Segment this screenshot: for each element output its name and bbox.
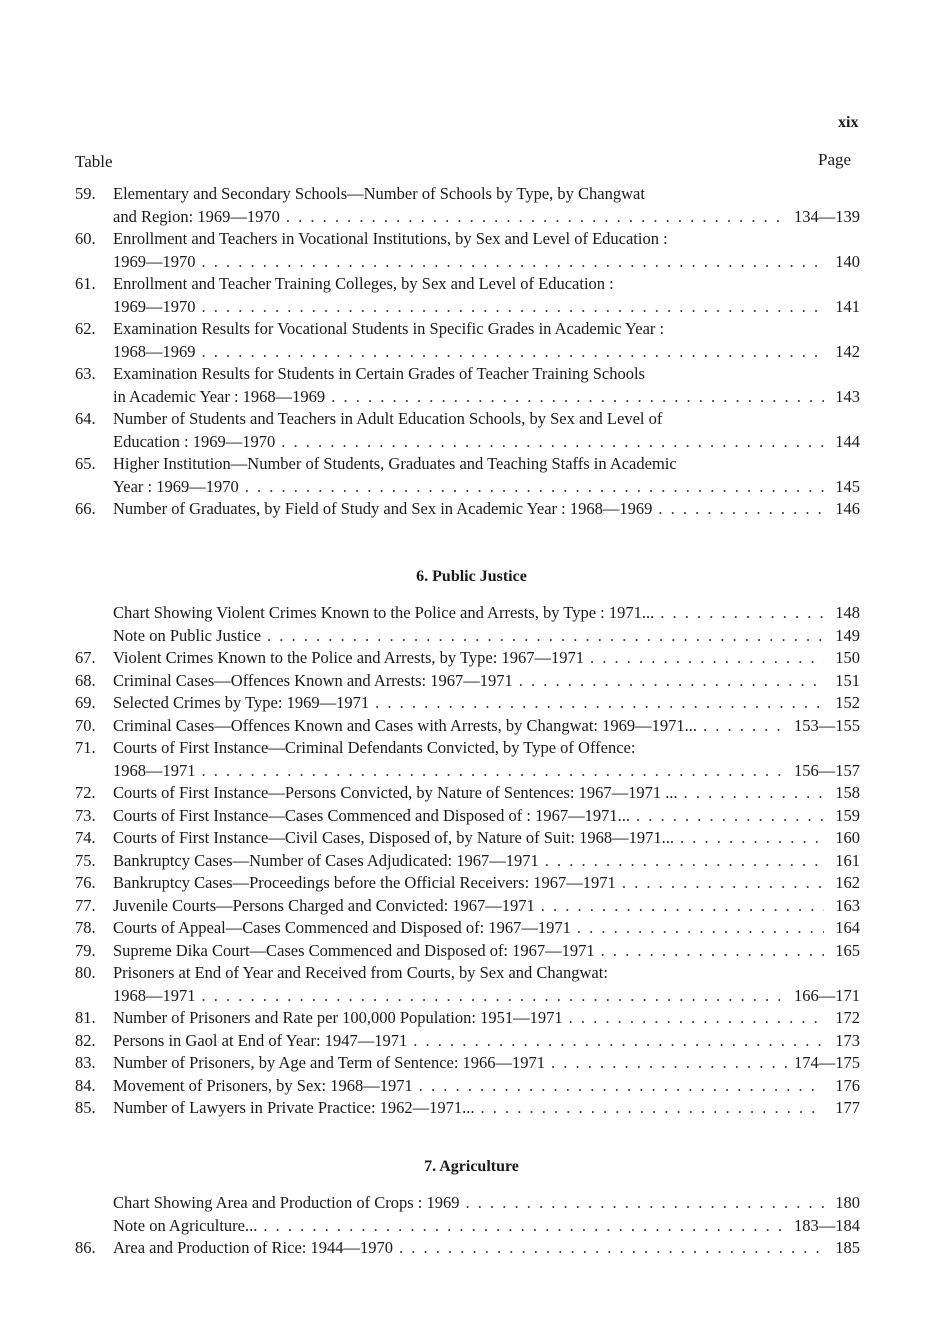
table-number: 73.	[75, 805, 96, 825]
page-reference: 145	[835, 476, 860, 496]
dot-leader	[590, 647, 824, 670]
toc-entry[interactable]	[75, 408, 860, 453]
page-reference: 164	[835, 918, 860, 937]
page-reference: 143	[835, 386, 860, 406]
toc-entry[interactable]	[75, 602, 860, 625]
dot-leader	[263, 1215, 788, 1238]
page-reference: 141	[835, 296, 860, 316]
dot-leader	[202, 251, 825, 274]
toc-entry[interactable]	[75, 737, 860, 782]
education-table-list	[75, 183, 860, 521]
section-title-public-justice: 6. Public Justice	[416, 568, 527, 585]
table-column-header: Table	[75, 152, 113, 171]
toc-entry[interactable]	[75, 962, 860, 1007]
entry-title: Selected Crimes by Type: 1969—1971	[113, 693, 370, 712]
entry-title: Persons in Gaol at End of Year: 1947—1971	[113, 1030, 408, 1050]
dot-leader	[601, 940, 824, 963]
toc-entry[interactable]	[75, 715, 860, 738]
page-reference: 158	[835, 783, 860, 802]
table-number: 83.	[75, 1053, 96, 1072]
dot-leader	[465, 1192, 824, 1215]
toc-entry[interactable]	[75, 228, 860, 273]
entry-title: Note on Public Justice	[113, 625, 262, 645]
entry-title: Courts of First Instance—Cases Commenced and Disposed of : 1967—1971...	[113, 805, 630, 825]
page-column-header: Page	[818, 150, 852, 169]
dot-leader	[202, 341, 825, 364]
entry-title: Bankruptcy Cases—Number of Cases Adjudicated: 1967—1971	[113, 850, 539, 870]
agriculture-table-list	[75, 1192, 860, 1260]
table-number: 71.	[75, 738, 96, 757]
page-reference: 159	[835, 805, 860, 825]
toc-entry[interactable]	[75, 1075, 860, 1098]
toc-entry[interactable]	[75, 647, 860, 670]
dot-leader	[419, 1075, 824, 1098]
page-reference: 151	[835, 670, 860, 690]
entry-title-line: Elementary and Secondary Schools—Number of Schools by Type, by Changwat	[113, 184, 645, 203]
page-reference: 146	[835, 499, 860, 518]
entry-title: Courts of Appeal—Cases Commenced and Disposed of: 1967—1971	[113, 918, 571, 937]
table-number: 81.	[75, 1008, 96, 1027]
public-justice-table-list	[75, 602, 860, 1120]
dot-leader	[684, 782, 824, 805]
table-number: 82.	[75, 1030, 96, 1050]
page-reference: 177	[835, 1098, 860, 1117]
page-reference: 161	[835, 850, 860, 870]
dot-leader	[577, 917, 824, 940]
entry-title: Supreme Dika Court—Cases Commenced and Disposed of: 1967—1971	[113, 940, 595, 960]
entry-title: Bankruptcy Cases—Proceedings before the Official Receivers: 1967—1971	[113, 873, 616, 892]
table-number: 74.	[75, 828, 96, 847]
toc-entry[interactable]	[75, 183, 860, 228]
page-reference: 180	[835, 1193, 860, 1212]
dot-leader	[481, 1097, 824, 1120]
page-reference: 163	[835, 895, 860, 915]
entry-title: Year : 1969—1970	[113, 476, 239, 496]
dot-leader	[399, 1237, 824, 1260]
dot-leader	[660, 602, 824, 625]
entry-title: and Region: 1969—1970	[113, 206, 280, 226]
table-number: 70.	[75, 715, 96, 735]
toc-entry[interactable]	[75, 498, 860, 521]
table-number: 84.	[75, 1075, 96, 1095]
page-reference: 148	[835, 603, 860, 622]
entry-title-line: Higher Institution—Number of Students, Graduates and Teaching Staffs in Academic	[113, 454, 677, 473]
table-number: 68.	[75, 670, 96, 690]
entry-title: Movement of Prisoners, by Sex: 1968—1971	[113, 1075, 413, 1095]
table-number: 78.	[75, 918, 96, 937]
entry-title: Juvenile Courts—Persons Charged and Convicted: 1967—1971	[113, 895, 535, 915]
dot-leader	[541, 895, 824, 918]
entry-title: in Academic Year : 1968—1969	[113, 386, 326, 406]
table-number: 80.	[75, 963, 96, 982]
table-number: 86.	[75, 1238, 96, 1257]
entry-title-line: Examination Results for Vocational Students in Specific Grades in Academic Year :	[113, 319, 665, 338]
entry-title: Number of Lawyers in Private Practice: 1962—1971...	[113, 1098, 475, 1117]
page-reference: 166—171	[794, 985, 860, 1005]
toc-entry[interactable]	[75, 1030, 860, 1053]
page-reference: 173	[835, 1030, 860, 1050]
page-reference: 174—175	[794, 1053, 860, 1072]
toc-entry[interactable]	[75, 940, 860, 963]
toc-entry[interactable]	[75, 895, 860, 918]
dot-leader	[202, 296, 825, 319]
entry-title: Courts of First Instance—Persons Convicted, by Nature of Sentences: 1967—1971 ...	[113, 783, 678, 802]
dot-leader	[331, 386, 824, 409]
toc-entry[interactable]	[75, 1192, 860, 1215]
page-reference: 172	[835, 1008, 860, 1027]
toc-entry[interactable]	[75, 318, 860, 363]
dot-leader	[281, 431, 824, 454]
toc-entry[interactable]	[75, 805, 860, 828]
table-number: 65.	[75, 454, 96, 473]
page-reference: 162	[835, 873, 860, 892]
dot-leader	[545, 850, 824, 873]
entry-title-line: Prisoners at End of Year and Received from Courts, by Sex and Changwat:	[113, 963, 608, 982]
toc-entry[interactable]	[75, 917, 860, 940]
toc-entry[interactable]	[75, 1237, 860, 1260]
table-number: 75.	[75, 850, 96, 870]
dot-leader	[551, 1052, 788, 1075]
table-number: 63.	[75, 364, 96, 383]
page-reference: 156—157	[794, 760, 860, 780]
dot-leader	[519, 670, 824, 693]
entry-title: Education : 1969—1970	[113, 431, 276, 451]
entry-title: 1969—1970	[113, 251, 196, 271]
entry-title: Number of Prisoners and Rate per 100,000 Population: 1951—1971	[113, 1008, 563, 1027]
toc-entry[interactable]	[75, 453, 860, 498]
entry-title-line: Number of Students and Teachers in Adult Education Schools, by Sex and Level of	[113, 409, 663, 428]
table-number: 77.	[75, 895, 96, 915]
section-title-agriculture: 7. Agriculture	[424, 1158, 519, 1175]
entry-title: 1968—1969	[113, 341, 196, 361]
dot-leader	[680, 827, 824, 850]
entry-title: Violent Crimes Known to the Police and Arrests, by Type: 1967—1971	[113, 648, 584, 667]
dot-leader	[413, 1030, 824, 1053]
dot-leader	[245, 476, 824, 499]
page-reference: 176	[835, 1075, 860, 1095]
entry-title: Area and Production of Rice: 1944—1970	[113, 1238, 393, 1257]
toc-entry[interactable]	[75, 850, 860, 873]
entry-title-line: Courts of First Instance—Criminal Defendants Convicted, by Type of Offence:	[113, 738, 636, 757]
toc-entry[interactable]	[75, 1097, 860, 1120]
entry-title: 1969—1970	[113, 296, 196, 316]
entry-title: Chart Showing Violent Crimes Known to the Police and Arrests, by Type : 1971...	[113, 603, 655, 622]
dot-leader	[286, 206, 788, 229]
page-reference: 153—155	[794, 715, 860, 735]
toc-entry[interactable]	[75, 872, 860, 895]
entry-title: 1968—1971	[113, 760, 196, 780]
toc-entry[interactable]	[75, 273, 860, 318]
entry-title: Number of Prisoners, by Age and Term of Sentence: 1966—1971	[113, 1053, 546, 1072]
toc-entry[interactable]	[75, 782, 860, 805]
page-number: xix	[838, 114, 859, 131]
dot-leader	[569, 1007, 824, 1030]
table-number: 79.	[75, 940, 96, 960]
page-reference: 150	[835, 648, 860, 667]
table-number: 62.	[75, 319, 96, 338]
table-number: 66.	[75, 499, 96, 518]
page-reference: 142	[835, 341, 860, 361]
page-reference: 140	[835, 251, 860, 271]
entry-title-line: Enrollment and Teachers in Vocational Institutions, by Sex and Level of Education :	[113, 229, 668, 248]
page-reference: 149	[835, 625, 860, 645]
toc-entry[interactable]	[75, 625, 860, 648]
table-number: 69.	[75, 693, 96, 712]
dot-leader	[703, 715, 788, 738]
dot-leader	[658, 498, 824, 521]
dot-leader	[267, 625, 824, 648]
dot-leader	[636, 805, 824, 828]
table-number: 61.	[75, 274, 96, 293]
entry-title: 1968—1971	[113, 985, 196, 1005]
toc-entry[interactable]	[75, 692, 860, 715]
page-reference: 144	[835, 431, 860, 451]
table-number: 76.	[75, 873, 96, 892]
toc-entry[interactable]	[75, 670, 860, 693]
page-reference: 165	[835, 940, 860, 960]
page-reference: 152	[835, 693, 860, 712]
toc-entry[interactable]	[75, 363, 860, 408]
table-number: 72.	[75, 783, 96, 802]
table-number: 64.	[75, 409, 96, 428]
entry-title: Courts of First Instance—Civil Cases, Disposed of, by Nature of Suit: 1968—1971...	[113, 828, 674, 847]
toc-entry[interactable]	[75, 1007, 860, 1030]
page-reference: 185	[835, 1238, 860, 1257]
page-reference: 183—184	[794, 1215, 860, 1235]
toc-entry[interactable]	[75, 1052, 860, 1075]
entry-title-line: Examination Results for Students in Certain Grades of Teacher Training Schools	[113, 364, 645, 383]
dot-leader	[622, 872, 824, 895]
table-number: 85.	[75, 1098, 96, 1117]
dot-leader	[202, 760, 789, 783]
dot-leader	[202, 985, 789, 1008]
toc-entry[interactable]	[75, 827, 860, 850]
dot-leader	[375, 692, 824, 715]
entry-title: Criminal Cases—Offences Known and Arrests: 1967—1971	[113, 670, 513, 690]
table-number: 60.	[75, 229, 96, 248]
entry-title: Criminal Cases—Offences Known and Cases with Arrests, by Changwat: 1969—1971...	[113, 715, 697, 735]
entry-title: Chart Showing Area and Production of Crops : 1969	[113, 1193, 460, 1212]
entry-title: Note on Agriculture...	[113, 1215, 258, 1235]
table-number: 67.	[75, 648, 96, 667]
entry-title-line: Enrollment and Teacher Training Colleges, by Sex and Level of Education :	[113, 274, 614, 293]
page-reference: 160	[835, 828, 860, 847]
toc-entry[interactable]	[75, 1215, 860, 1238]
page-reference: 134—139	[794, 206, 860, 226]
entry-title: Number of Graduates, by Field of Study and Sex in Academic Year : 1968—1969	[113, 499, 653, 518]
table-number: 59.	[75, 184, 96, 203]
